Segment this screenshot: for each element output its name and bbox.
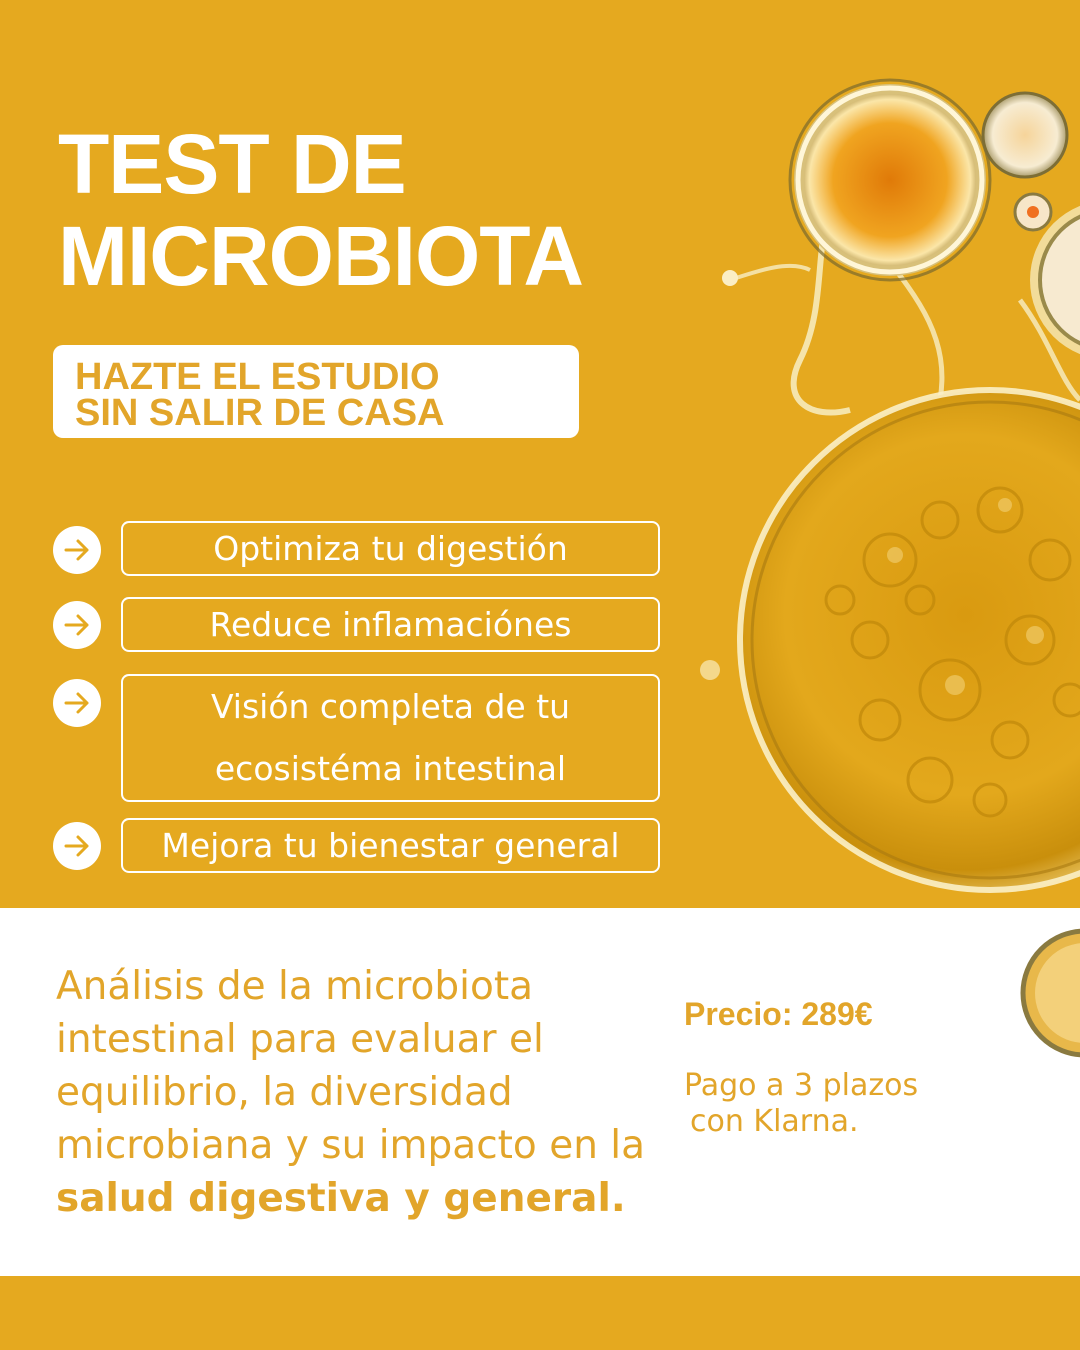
test-description	[56, 960, 676, 1225]
subtitle-line-2: SIN SALIR DE CASA	[75, 392, 445, 434]
payment-info	[684, 1068, 974, 1140]
feature-reduce-inflammation	[121, 597, 660, 652]
subtitle	[75, 356, 445, 434]
payment-line-2: con Klarna.	[690, 1104, 859, 1139]
feature-label-line-2: ecosistéma intestinal	[214, 749, 567, 788]
feature-label: Mejora tu bienestar general	[161, 826, 620, 865]
subtitle-line-1: HAZTE EL ESTUDIO	[75, 356, 440, 398]
feature-improve-wellbeing	[121, 818, 660, 873]
title-line-2: MICROBIOTA	[58, 209, 584, 303]
partial-cell-decoration	[1020, 908, 1080, 1078]
page-title	[58, 118, 583, 302]
subtitle-banner	[53, 345, 579, 438]
arrow-right-icon	[53, 526, 101, 574]
info-section	[0, 908, 1080, 1276]
title-line-1: TEST DE	[58, 117, 406, 211]
description-highlight: salud digestiva y general.	[56, 1176, 626, 1221]
feature-optimize-digestion	[121, 521, 660, 576]
feature-complete-vision	[121, 674, 660, 802]
price-label: Precio: 289€	[684, 996, 873, 1032]
arrow-right-icon	[53, 679, 101, 727]
feature-label-line-1: Visión completa de tu	[210, 687, 571, 726]
arrow-right-icon	[53, 822, 101, 870]
feature-label: Reduce inflamaciónes	[209, 605, 572, 644]
feature-label: Optimiza tu digestión	[213, 529, 568, 568]
arrow-right-icon	[53, 601, 101, 649]
description-text: Análisis de la microbiota intestinal para evaluar el equilibrio, la diversidad microbiana y su impacto en la	[56, 964, 646, 1168]
microbiota-cells-illustration	[690, 40, 1080, 900]
payment-line-1: Pago a 3 plazos	[684, 1068, 919, 1103]
